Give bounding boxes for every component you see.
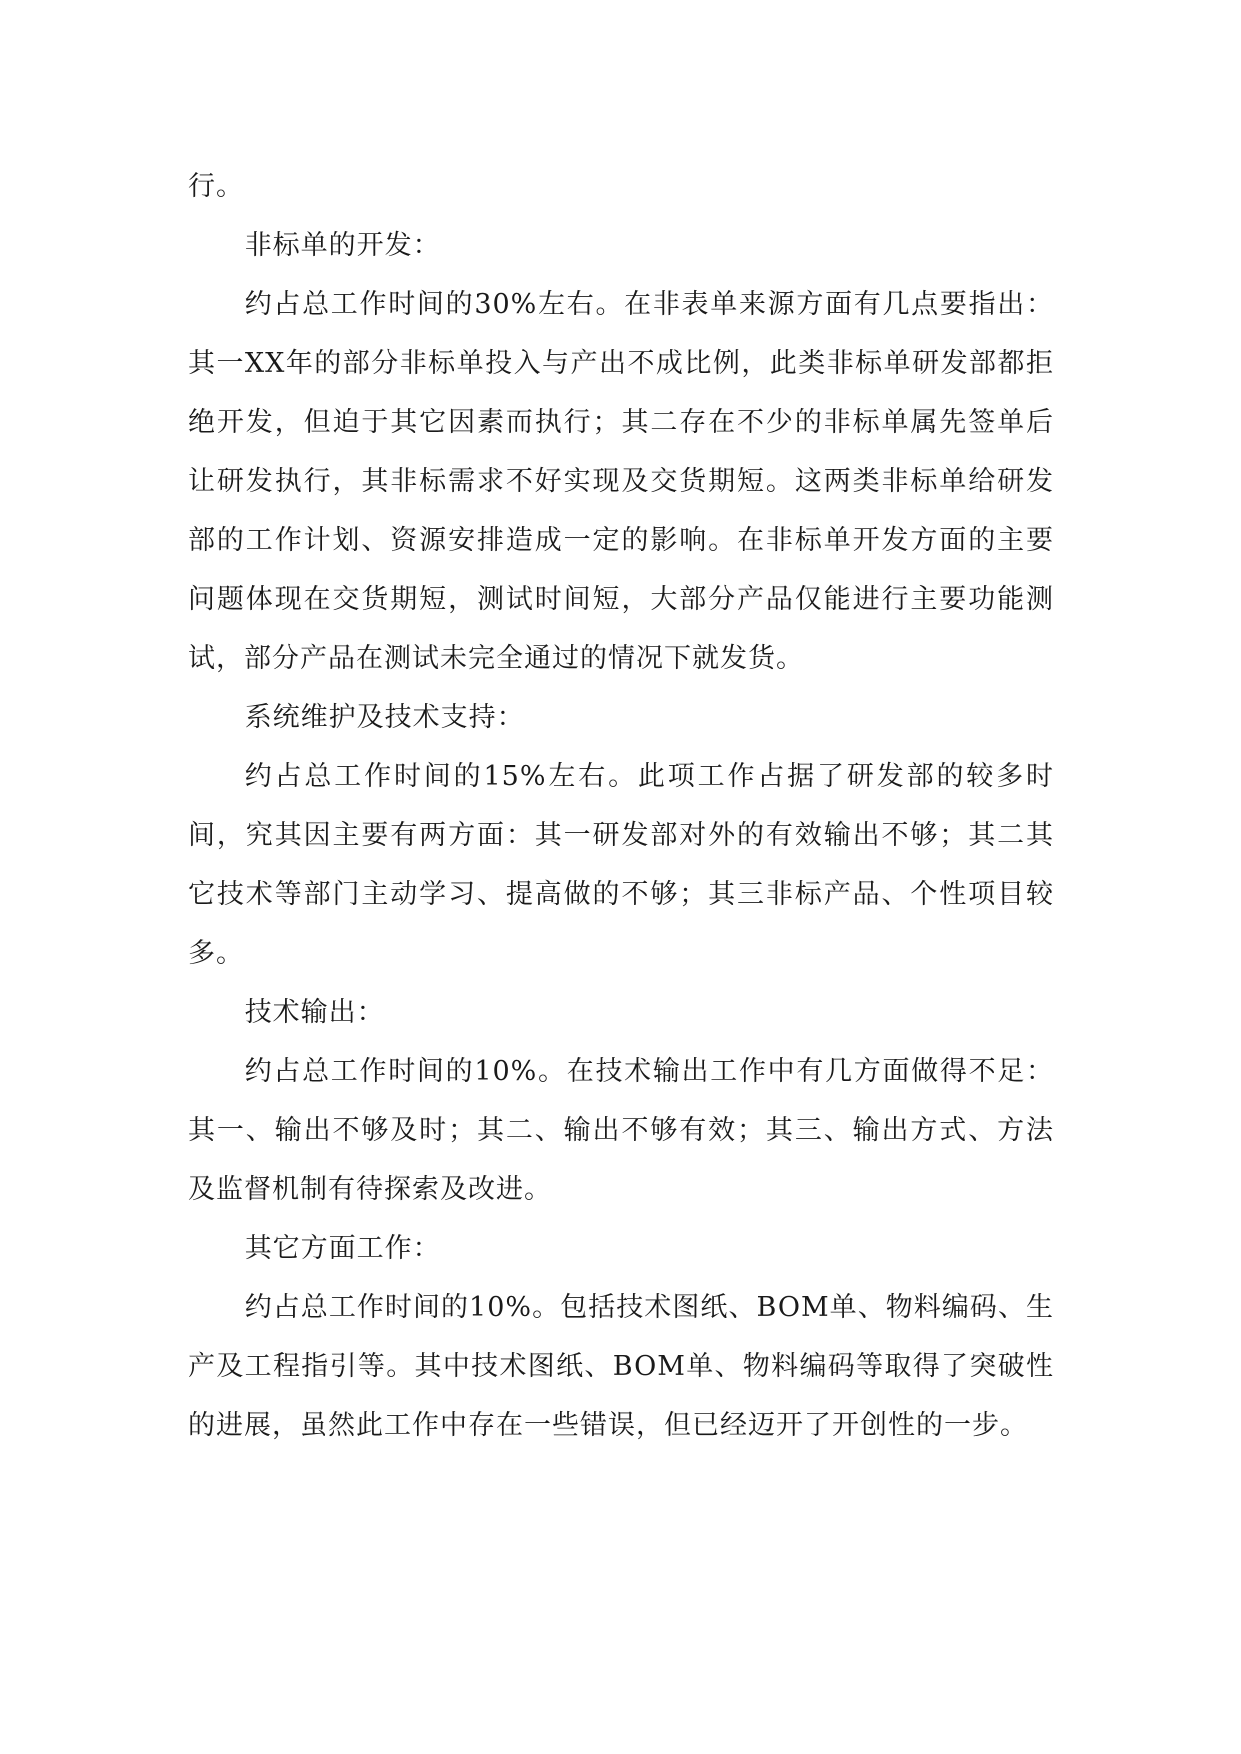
section-heading-system-maintenance: 系统维护及技术支持： bbox=[244, 702, 525, 733]
paragraph-other-work: 约占总工作时间的10%。包括技术图纸、BOM单、物料编码、生产及工程指引等。其中技术图纸、BOM单、物料编码等取得了突破性的进展，虽然此工作中存在一些错误，但已经迈开了开创性的一步。 bbox=[188, 1292, 1054, 1441]
section-heading-other-work: 其它方面工作： bbox=[244, 1233, 441, 1264]
document-body bbox=[188, 157, 1054, 1455]
section-heading-technical-output: 技术输出： bbox=[244, 997, 385, 1028]
paragraph-nonstandard-orders: 约占总工作时间的30%左右。在非表单来源方面有几点要指出：其一XX年的部分非标单投入与产出不成比例，此类非标单研发部都拒绝开发，但迫于其它因素而执行；其二存在不少的非标单属先签单后让研发执行，其非标需求不好实现及交货期短。这两类非标单给研发部的工作计划、资源安排造成一定的影响。在非标单开发方面的主要问题体现在交货期短，测试时间短，大部分产品仅能进行主要功能测试，部分产品在测试未完全通过的情况下就发货。 bbox=[188, 289, 1054, 674]
section-heading-nonstandard-orders: 非标单的开发： bbox=[244, 230, 441, 261]
paragraph-technical-output: 约占总工作时间的10%。在技术输出工作中有几方面做得不足：其一、输出不够及时；其二、输出不够有效；其三、输出方式、方法及监督机制有待探索及改进。 bbox=[188, 1056, 1054, 1205]
paragraph-system-maintenance: 约占总工作时间的15%左右。此项工作占据了研发部的较多时间，究其因主要有两方面：其一研发部对外的有效输出不够；其二其它技术等部门主动学习、提高做的不够；其三非标产品、个性项目较多。 bbox=[188, 761, 1054, 969]
paragraph-continuation: 行。 bbox=[188, 171, 244, 202]
